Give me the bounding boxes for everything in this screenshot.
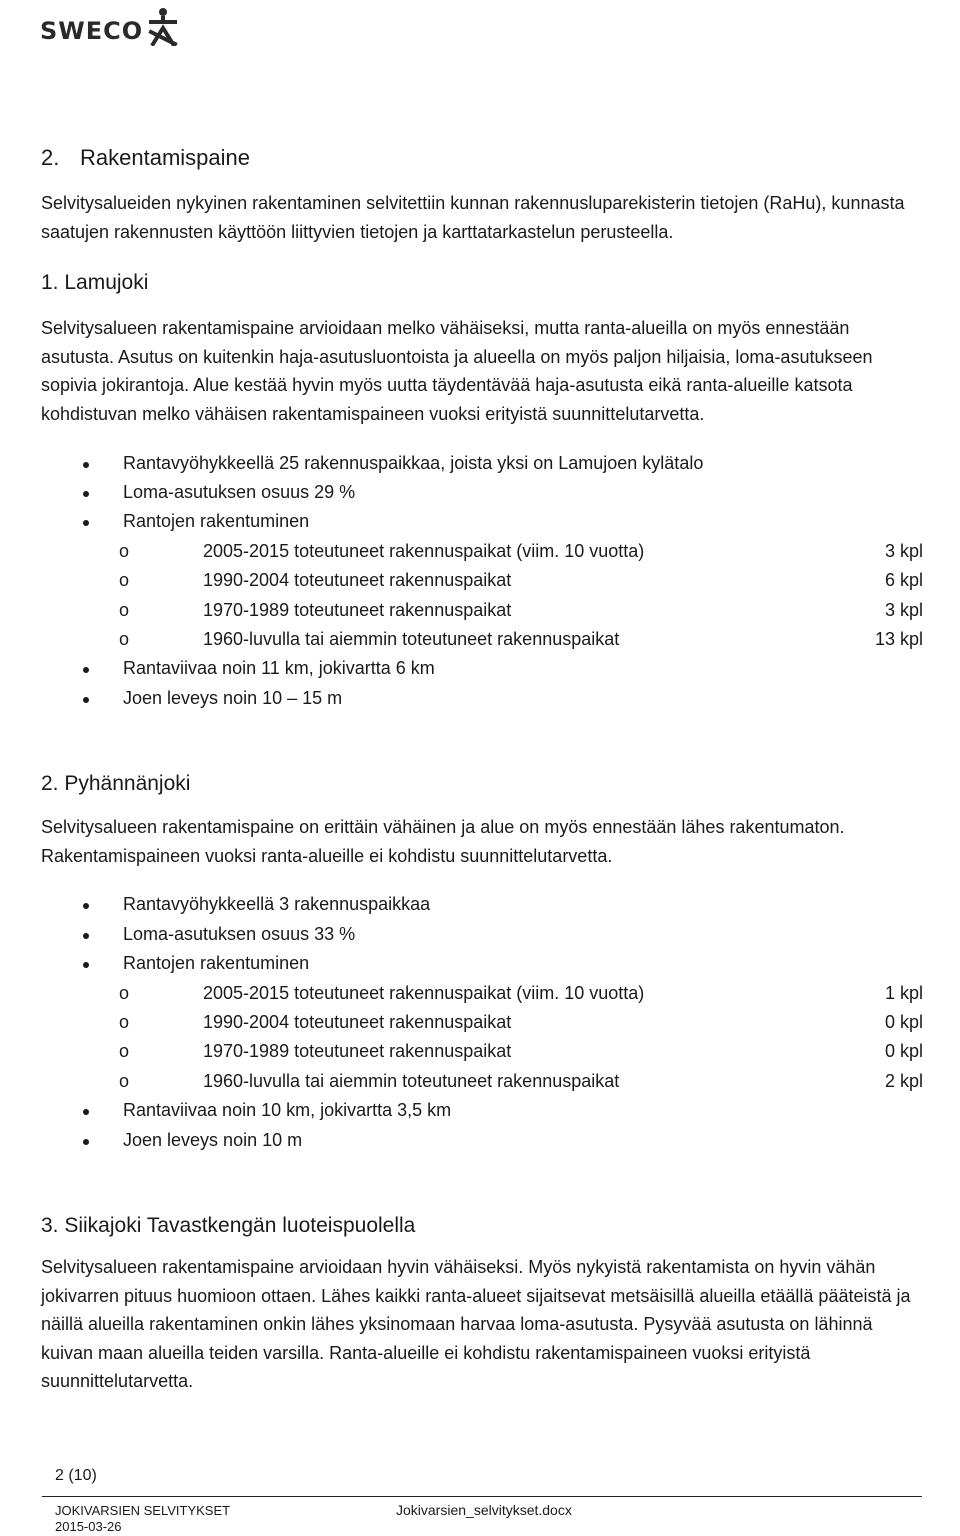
page-number: 2 (10) xyxy=(55,1467,97,1484)
sublist-item: o 1970-1989 toteutuneet rakennuspaikat 3 kpl xyxy=(119,599,923,620)
list-item: Rantavyöhykkeellä 25 rakennuspaikkaa, joista yksi on Lamujoen kylätalo xyxy=(41,449,921,478)
sublist-item: o 1960-luvulla tai aiemmin toteutuneet rakennuspaikat 13 kpl xyxy=(119,628,923,649)
bullet-icon xyxy=(83,520,89,526)
document-body xyxy=(41,143,921,1396)
bullet-list-lamujoki xyxy=(41,449,921,714)
bullet-icon xyxy=(83,491,89,497)
section-number: 2. xyxy=(41,145,60,170)
bullet-icon xyxy=(83,933,89,939)
sublist-item: o 2005-2015 toteutuneet rakennuspaikat (viim. 10 vuotta) 3 kpl xyxy=(119,540,923,561)
list-item: Loma-asutuksen osuus 29 % xyxy=(41,478,921,507)
bullet-icon xyxy=(83,697,89,703)
sweco-logo xyxy=(40,2,181,50)
bullet-icon xyxy=(83,462,89,468)
sublist-lamujoki xyxy=(41,537,921,655)
section-intro: Selvitysalueiden nykyinen rakentaminen selvitettiin kunnan rakennusluparekisterin tietojen (RaHu), kunnasta saatujen rakennusten käyttöön liittyvien tietojen ja karttatarkastelun perusteella. xyxy=(41,193,905,242)
sublist-item: o 2005-2015 toteutuneet rakennuspaikat (viim. 10 vuotta) 1 kpl xyxy=(119,982,923,1003)
section-title: Rakentamispaine xyxy=(80,145,250,170)
sublist-item: o 1970-1989 toteutuneet rakennuspaikat 0 kpl xyxy=(119,1041,923,1062)
area-paragraph-pyhannanjoki: Selvitysalueen rakentamispaine on erittäin vähäinen ja alue on myös ennestään lähes rakentumaton. Rakentamispaineen vuoksi ranta-alueille ei kohdistu suunnittelutarvetta. xyxy=(41,817,845,866)
area-paragraph-siikajoki: Selvitysalueen rakentamispaine arvioidaan hyvin vähäiseksi. Myös nykyistä rakentamista on hyvin vähän jokivarren pituus huomioon ottaen. Lähes kaikki ranta-alueet sijaitsevat metsäisillä alueilla etäällä pääteistä ja näillä alueilla rakentaminen onkin lähes yksinomaan harvaa loma-asutusta. Pysyvää asutusta on lähinnä kuivan maan alueilla teiden varsilla. Ranta-alueille ei kohdistu rakentamispaineen vuoksi erityistä suunnittelutarvetta. xyxy=(41,1256,911,1392)
section-heading xyxy=(41,143,921,173)
area-heading-siikajoki: 3. Siikajoki Tavastkengän luoteispuolella xyxy=(41,1213,416,1237)
footer-doc-title: JOKIVARSIEN SELVITYKSET xyxy=(55,1503,231,1518)
list-item: Rantojen rakentuminen o 2005-2015 toteutuneet rakennuspaikat (viim. 10 vuotta) 1 kpl o 1990-2004 toteutuneet rakennuspaikat 0 kpl o 1970-1989 toteutuneet rakennuspaikat 0 kpl o 1960-luvulla tai aiemmin toteutuneet rakennuspaikat 2 kpl xyxy=(41,949,921,1096)
area-paragraph-lamujoki: Selvitysalueen rakentamispaine arvioidaan melko vähäiseksi, mutta ranta-alueilla on myös ennestään asutusta. Asutus on kuitenkin haja-asutusluontoista ja alueella on myös paljon hiljaisia, loma-asutukseen sopivia jokirantoja. Alue kestää hyvin myös uutta täydentävää haja-asutusta eikä ranta-alueille katsota kohdistuvan melko vähäisen rakentamispaineen vuoksi erityistä suunnittelutarvetta. xyxy=(41,318,873,424)
footer-left xyxy=(55,1503,230,1535)
area-heading-pyhannanjoki: 2. Pyhännänjoki xyxy=(41,772,191,796)
bullet-icon xyxy=(83,667,89,673)
list-item: Rantaviivaa noin 11 km, jokivartta 6 km xyxy=(41,654,921,683)
sublist-item: o 1960-luvulla tai aiemmin toteutuneet rakennuspaikat 2 kpl xyxy=(119,1070,923,1091)
sublist-item: o 1990-2004 toteutuneet rakennuspaikat 6 kpl xyxy=(119,570,923,591)
list-item: Joen leveys noin 10 – 15 m xyxy=(41,684,921,713)
sublist-item: o 1990-2004 toteutuneet rakennuspaikat 0 kpl xyxy=(119,1011,923,1032)
list-item: Rantavyöhykkeellä 3 rakennuspaikkaa xyxy=(41,890,921,919)
bullet-icon xyxy=(83,1139,89,1145)
footer-date: 2015-03-26 xyxy=(55,1519,122,1534)
footer-divider xyxy=(42,1496,922,1497)
sublist-pyhannanjoki xyxy=(41,979,921,1097)
list-item: Loma-asutuksen osuus 33 % xyxy=(41,920,921,949)
list-item: Rantojen rakentuminen o 2005-2015 toteutuneet rakennuspaikat (viim. 10 vuotta) 3 kpl o 1990-2004 toteutuneet rakennuspaikat 6 kpl o 1970-1989 toteutuneet rakennuspaikat 3 kpl o 1960-luvulla tai aiemmin toteutuneet rakennuspaikat 13 kpl xyxy=(41,507,921,654)
bullet-list-pyhannanjoki xyxy=(41,890,921,1155)
area-heading-lamujoki: 1. Lamujoki xyxy=(41,271,149,295)
sweco-star-icon xyxy=(145,6,181,46)
logo-text: SWECO xyxy=(40,17,144,45)
bullet-icon xyxy=(83,903,89,909)
footer-filename: Jokivarsien_selvitykset.docx xyxy=(396,1502,572,1518)
bullet-icon xyxy=(83,962,89,968)
list-item: Rantaviivaa noin 10 km, jokivartta 3,5 km xyxy=(41,1096,921,1125)
bullet-icon xyxy=(83,1109,89,1115)
list-item: Joen leveys noin 10 m xyxy=(41,1126,921,1155)
